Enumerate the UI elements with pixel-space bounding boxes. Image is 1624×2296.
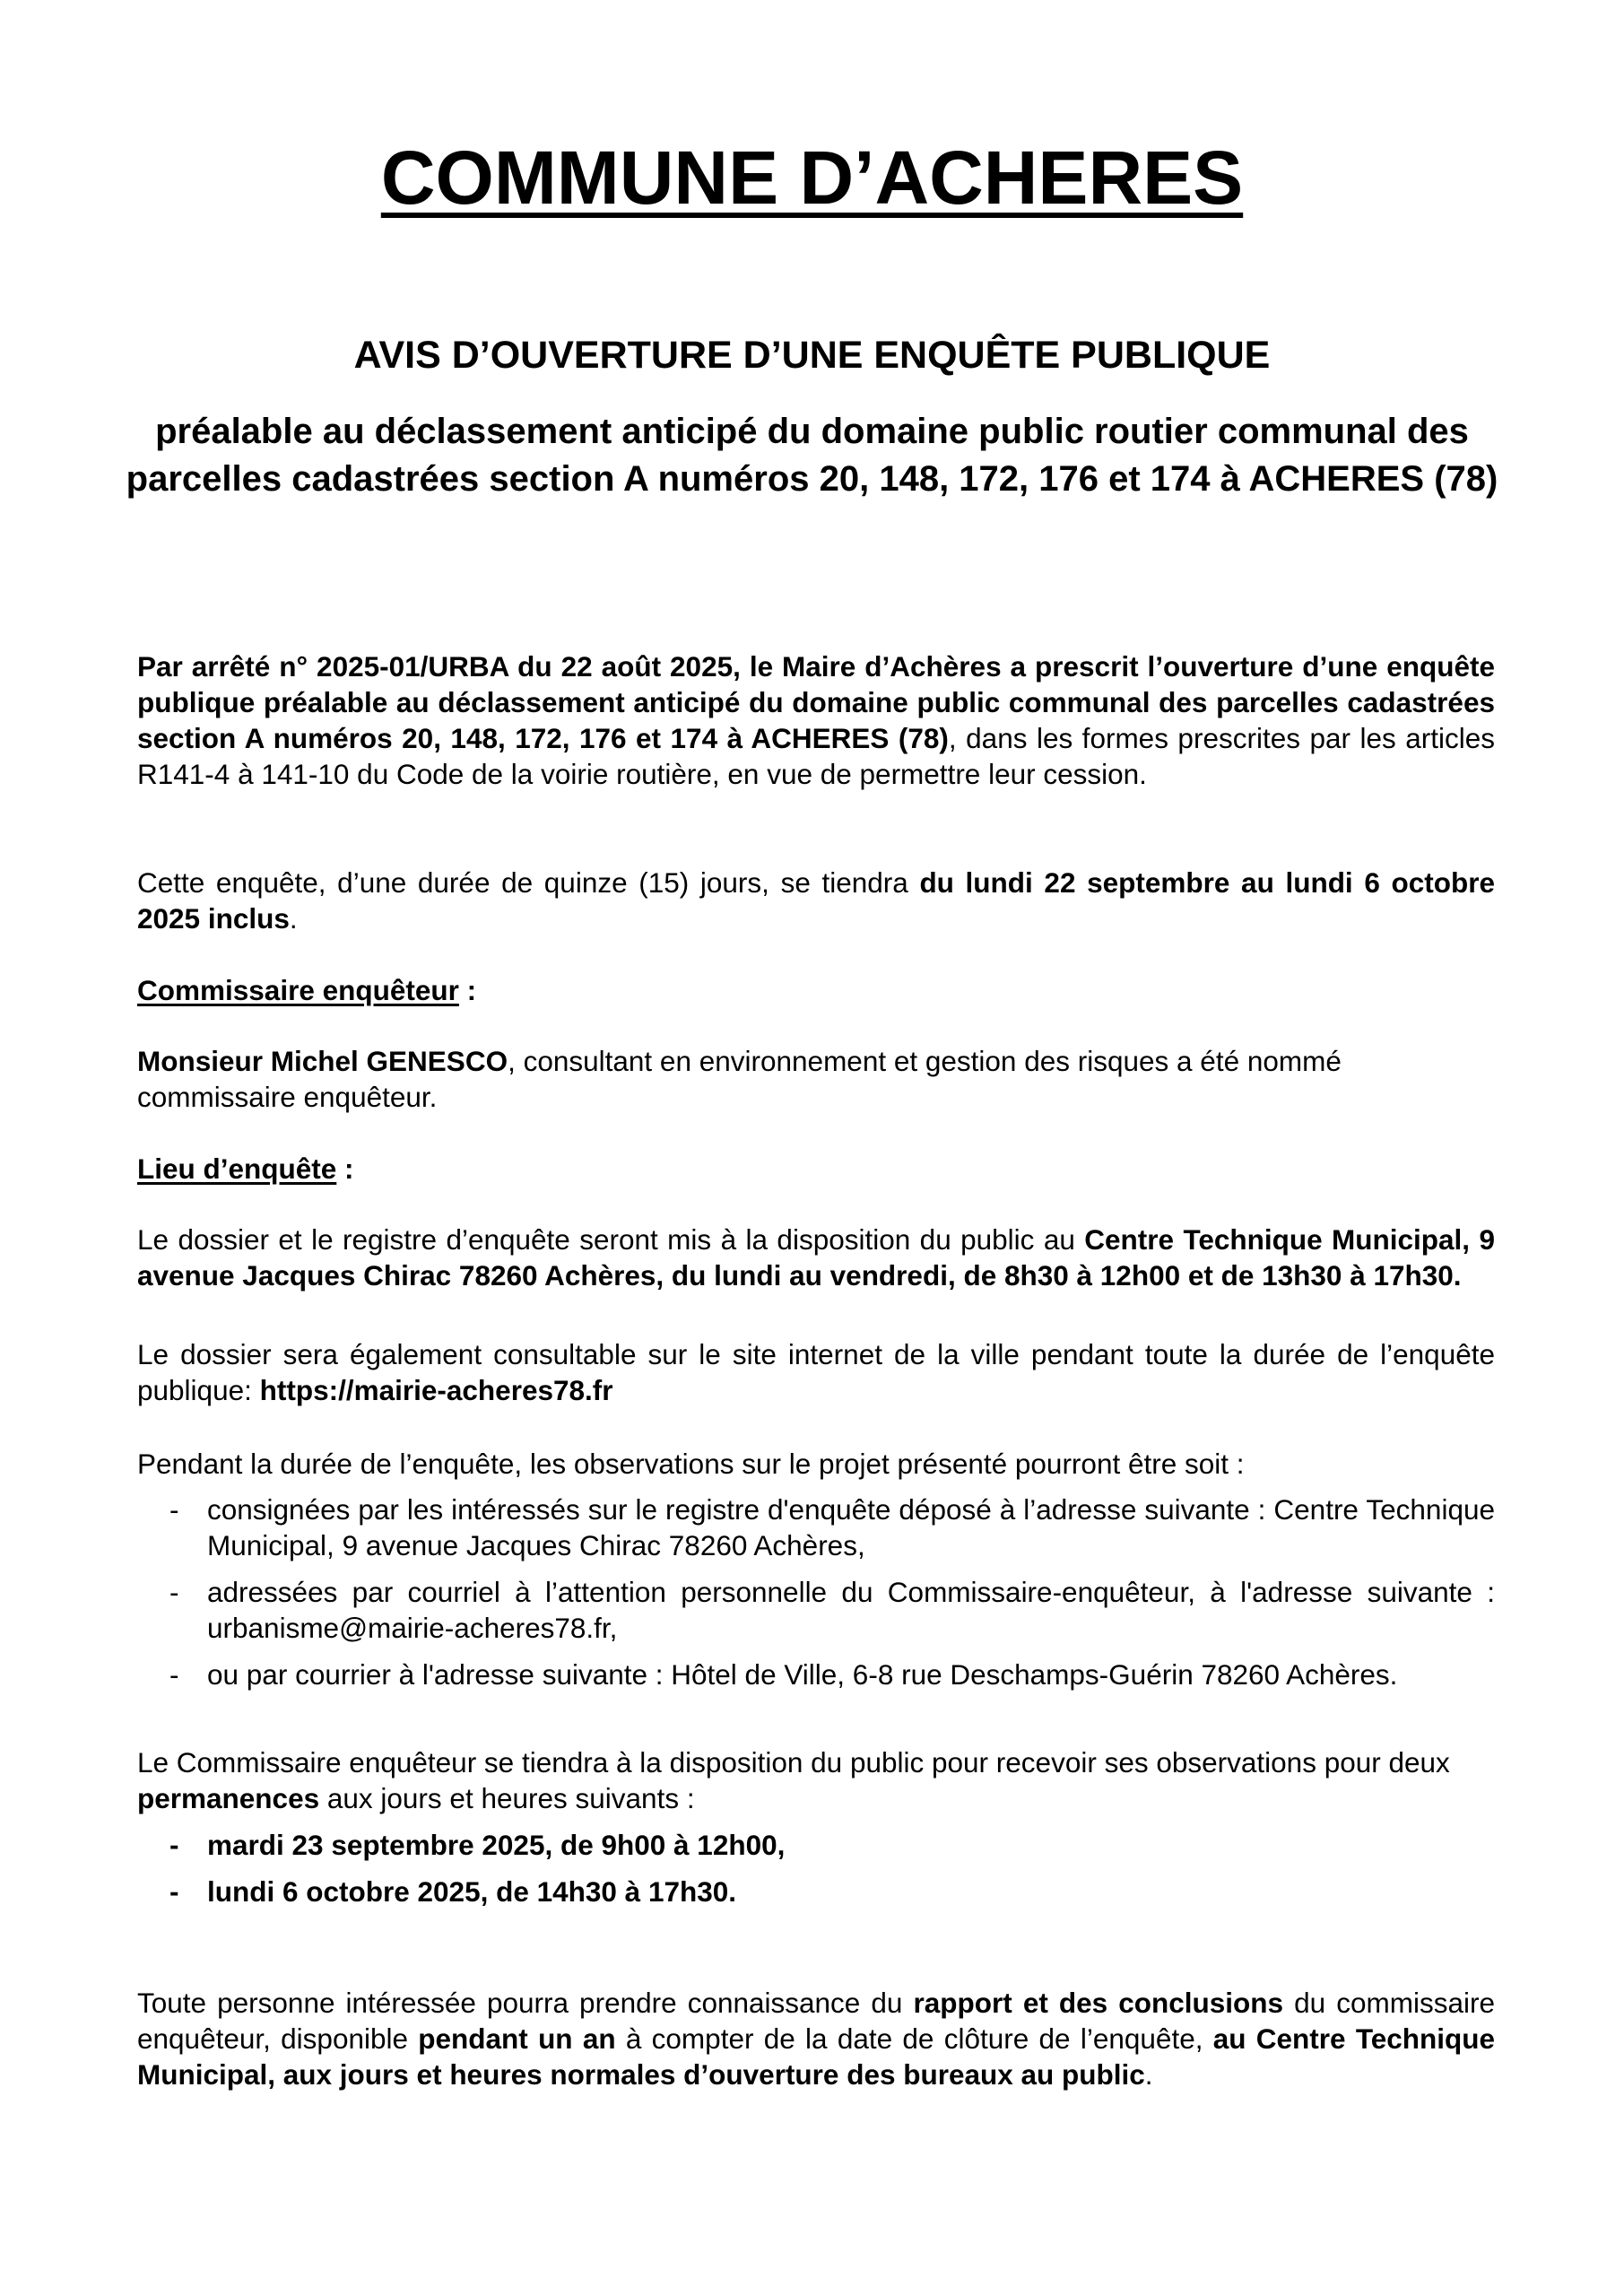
duration-paragraph: [137, 865, 1495, 936]
intro-normal-text: , dans les formes prescrites par les articles R141-4 à 141-10 du Code de la voirie routière, en vue de permettre leur cession.: [137, 722, 1495, 790]
intro-bold-text: Par arrêté n° 2025-01/URBA du 22 août 2025, le Maire d’Achères a prescrit l’ouverture d’une enquête publique préalable au déclassement anticipé du domaine public communal des parcelles cadastrées section A numéros 20, 148, 172, 176 et 174 à ACHERES (78): [137, 650, 1495, 754]
lieu-heading: [137, 1151, 1495, 1187]
conclusion-bold-2: pendant un an: [418, 2022, 616, 2055]
conclusion-bold-1: rapport et des conclusions: [913, 1987, 1284, 2019]
commissaire-heading-suffix: :: [458, 974, 477, 1006]
lieu-address: Centre Technique Municipal, 9 avenue Jacques Chirac 78260 Achères, du lundi au vendredi, de 8h30 à 12h00 et de 13h30 à 17h30.: [137, 1223, 1495, 1292]
commissaire-description: , consultant en environnement et gestion des risques a été nommé commissaire enquêteur.: [137, 1045, 1342, 1113]
duration-text: Cette enquête, d’une durée de quinze (15) jours, se tiendra: [137, 866, 920, 899]
duration-dates: du lundi 22 septembre au lundi 6 octobre 2025 inclus: [137, 866, 1495, 935]
permanence-item-1: mardi 23 septembre 2025, de 9h00 à 12h00,: [207, 1829, 786, 1861]
observation-item-3: ou par courrier à l'adresse suivante : Hôtel de Ville, 6-8 rue Deschamps-Guérin 78260 Achères.: [207, 1658, 1398, 1691]
list-item: [137, 1874, 1495, 1909]
conclusion-text-1: Toute personne intéressée pourra prendre connaissance du: [137, 1987, 914, 2019]
notice-title: AVIS D’OUVERTURE D’UNE ENQUÊTE PUBLIQUE: [353, 334, 1271, 377]
website-link[interactable]: https://mairie-acheres78.fr: [259, 1374, 613, 1406]
permanences-text-1: Le Commissaire enquêteur se tiendra à la disposition du public pour recevoir ses observations pour deux: [137, 1746, 1450, 1779]
conclusion-bold-3: au Centre Technique Municipal, aux jours et heures normales d’ouverture des bureaux au public: [137, 2022, 1496, 2091]
conclusion-text-2: du commissaire enquêteur, disponible: [137, 1987, 1495, 2055]
observation-item-1: consignées par les intéressés sur le registre d'enquête déposé à l’adresse suivante : Centre Technique Municipal, 9 avenue Jacques Chirac 78260 Achères,: [207, 1493, 1495, 1561]
list-item: [137, 1657, 1495, 1692]
commissaire-heading: [137, 972, 1495, 1008]
list-dash: -: [169, 1576, 179, 1608]
intro-paragraph: [137, 648, 1495, 792]
conclusion-text-3: à compter de la date de clôture de l’enquête,: [615, 2022, 1213, 2055]
commissaire-name: Monsieur Michel GENESCO: [137, 1045, 508, 1077]
notice-subtitle: préalable au déclassement anticipé du domaine public routier communal des parcelles cadastrées section A numéros 20, 148, 172, 176 et 174 à ACHERES (78): [126, 412, 1498, 499]
conclusion-paragraph: [137, 1985, 1495, 2092]
list-dash: -: [169, 1658, 179, 1691]
lieu-text: Le dossier et le registre d’enquête seront mis à la disposition du public au: [137, 1223, 1085, 1256]
commune-title: [0, 133, 1624, 222]
permanences-bold: permanences: [137, 1782, 320, 1814]
commissaire-paragraph: [137, 1043, 1495, 1115]
lieu-paragraph: [137, 1222, 1495, 1293]
website-text: Le dossier sera également consultable sur le site internet de la ville pendant toute la durée de l’enquête publique:: [137, 1338, 1495, 1406]
observation-item-2: adressées par courriel à l’attention personnelle du Commissaire-enquêteur, à l'adresse suivante : urbanisme@mairie-acheres78.fr,: [207, 1576, 1495, 1644]
permanences-list: [137, 1827, 1495, 1909]
list-item: [137, 1574, 1495, 1646]
observations-intro: Pendant la durée de l’enquête, les observations sur le projet présenté pourront être soit :: [137, 1448, 1245, 1480]
permanences-text-2: aux jours et heures suivants :: [319, 1782, 695, 1814]
lieu-heading-suffix: :: [336, 1152, 354, 1185]
lieu-heading-text: Lieu d’enquête: [137, 1152, 337, 1185]
duration-end: .: [289, 902, 298, 935]
list-dash: -: [169, 1493, 179, 1526]
conclusion-text-4: .: [1144, 2058, 1153, 2091]
list-item: [137, 1492, 1495, 1563]
commissaire-heading-text: Commissaire enquêteur: [137, 974, 459, 1006]
permanence-item-2: lundi 6 octobre 2025, de 14h30 à 17h30.: [207, 1875, 737, 1908]
permanences-paragraph: [137, 1744, 1495, 1816]
commune-title-text: COMMUNE D’ACHERES: [380, 135, 1244, 220]
website-paragraph: [137, 1336, 1495, 1408]
observations-list: [137, 1492, 1495, 1692]
list-dash: -: [169, 1875, 179, 1908]
list-dash: -: [169, 1829, 179, 1861]
list-item: [137, 1827, 1495, 1863]
